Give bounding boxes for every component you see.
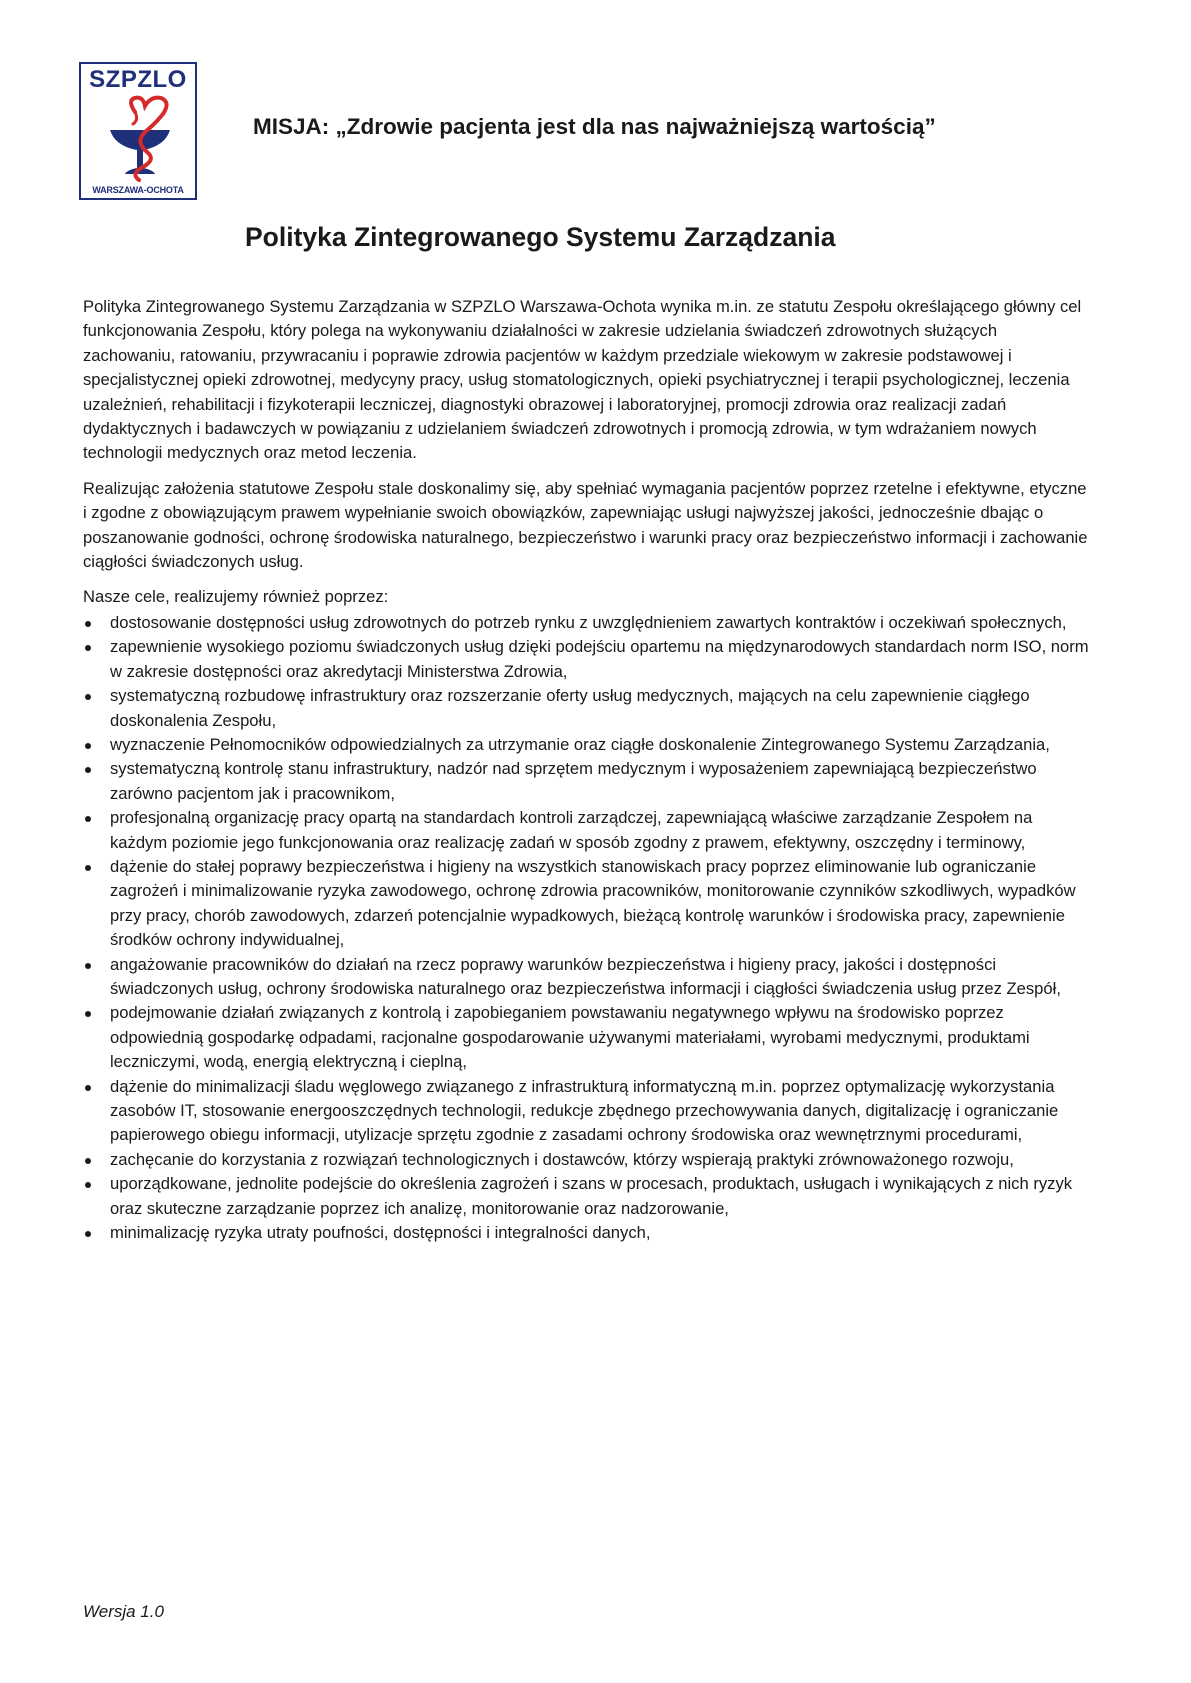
intro-paragraph: Polityka Zintegrowanego Systemu Zarządzania w SZPZLO Warszawa-Ochota wynika m.in. ze statutu Zespołu określającego główny cel funkcjonowania Zespołu, który polega na wykonywaniu działalności w zakresie udzielania świadczeń zdrowotnych służących zachowaniu, ratowaniu, przywracaniu i poprawie zdrowia pacjentów w każdym przedziale wiekowym w zakresie podstawowej i specjalistycznej opieki zdrowotnej, medycyny pracy, usług stomatologicznych, opieki psychiatrycznej i terapii psychologicznej, leczenia uzależnień, rehabilitacji i fizykoterapii leczniczej, diagnostyki obrazowej i laboratoryjnej, promocji zdrowia oraz realizacji zadań dydaktycznych i badawczych w powiązaniu z udzielaniem świadczeń zdrowotnych i promocją zdrowia, w tym wdrażaniem nowych technologii medycznych oraz metod leczenia. <box>83 297 1082 463</box>
bullet-icon <box>85 694 91 700</box>
list-item: zachęcanie do korzystania z rozwiązań technologicznych i dostawców, którzy wspierają praktyki zrównoważonego rozwoju, <box>83 1148 1093 1172</box>
bullet-icon <box>85 963 91 969</box>
bullet-icon <box>85 645 91 651</box>
bullet-icon <box>85 1231 91 1237</box>
list-item: wyznaczenie Pełnomocników odpowiedzialnych za utrzymanie oraz ciągłe doskonalenie Zintegrowanego Systemu Zarządzania, <box>83 733 1093 757</box>
statute-paragraph: Realizując założenia statutowe Zespołu stale doskonalimy się, aby spełniać wymagania pacjentów poprzez rzetelne i efektywne, etyczne i zgodne z obowiązującym prawem wypełnianie swoich obowiązków, zapewniając usługi najwyższej jakości, jednocześnie dbając o poszanowanie godności, ochronę środowiska naturalnego, bezpieczeństwo i warunki pracy oraz bezpieczeństwo informacji i zachowanie ciągłości świadczonych usług. <box>83 478 1088 572</box>
list-item: profesjonalną organizację pracy opartą na standardach kontroli zarządczej, zapewniającą właściwe zarządzanie Zespołem na każdym poziomie jego funkcjonowania oraz realizację zadań w sposób zgodny z prawem, efektywny, oszczędny i terminowy, <box>83 806 1093 855</box>
list-item: systematyczną kontrolę stanu infrastruktury, nadzór nad sprzętem medycznym i wyposażeniem zapewniającą bezpieczeństwo zarówno pacjentom jak i pracownikom, <box>83 757 1093 806</box>
list-item: angażowanie pracowników do działań na rzecz poprawy warunków bezpieczeństwa i higieny pracy, jakości i dostępności świadczonych usług, ochrony środowiska naturalnego oraz bezpieczeństwa informacji i ciągłości świadczenia usług przez Zespół, <box>83 953 1093 1002</box>
list-item: podejmowanie działań związanych z kontrolą i zapobieganiem powstawaniu negatywnego wpływu na środowisko poprzez odpowiednią gospodarkę odpadami, racjonalne gospodarowanie używanymi materiałami, wyrobami medycznymi, produktami leczniczymi, wodą, energią elektryczną i cieplną, <box>83 1001 1093 1074</box>
bullet-icon <box>85 816 91 822</box>
list-item: uporządkowane, jednolite podejście do określenia zagrożeń i szans w procesach, produktach, usługach i wynikających z nich ryzyk oraz skuteczne zarządzanie poprzez ich analizę, monitorowanie oraz nadzorowanie, <box>83 1172 1093 1221</box>
list-item: zapewnienie wysokiego poziomu świadczonych usług dzięki podejściu opartemu na międzynarodowych standardach norm ISO, norm w zakresie dostępności oraz akredytacji Ministerstwa Zdrowia, <box>83 635 1093 684</box>
list-item: dostosowanie dostępności usług zdrowotnych do potrzeb rynku z uwzględnieniem zawartych kontraktów i oczekiwań społecznych, <box>83 611 1093 635</box>
logo-title: SZPZLO <box>89 66 187 93</box>
bowl-of-hygieia-icon <box>105 94 175 182</box>
logo-subtitle: WARSZAWA-OCHOTA <box>92 185 184 195</box>
goals-lead: Nasze cele, realizujemy również poprzez: <box>83 587 389 607</box>
document-body <box>83 295 1093 1245</box>
bullet-icon <box>85 743 91 749</box>
bullet-icon <box>85 1011 91 1017</box>
bullet-icon <box>85 865 91 871</box>
document-title: Polityka Zintegrowanego Systemu Zarządzania <box>245 222 836 252</box>
mission-statement: MISJA: „Zdrowie pacjenta jest dla nas najważniejszą wartością” <box>253 114 936 139</box>
organization-logo <box>79 62 197 200</box>
version-label: Wersja 1.0 <box>83 1602 164 1621</box>
bullet-icon <box>85 1158 91 1164</box>
list-item: minimalizację ryzyka utraty poufności, dostępności i integralności danych, <box>83 1221 1093 1245</box>
bullet-icon <box>85 621 91 627</box>
list-item: systematyczną rozbudowę infrastruktury oraz rozszerzanie oferty usług medycznych, mających na celu zapewnienie ciągłego doskonalenia Zespołu, <box>83 684 1093 733</box>
bullet-icon <box>85 1085 91 1091</box>
bullet-icon <box>85 1182 91 1188</box>
goals-list <box>83 611 1093 1246</box>
list-item: dążenie do minimalizacji śladu węglowego związanego z infrastrukturą informatyczną m.in. poprzez optymalizację wykorzystania zasobów IT, stosowanie energooszczędnych technologii, redukcje zbędnego przechowywania danych, digitalizację i ograniczanie papierowego obiegu informacji, utylizacje sprzętu zgodnie z zasadami ochrony środowiska oraz wewnętrznymi procedurami, <box>83 1075 1093 1148</box>
list-item: dążenie do stałej poprawy bezpieczeństwa i higieny na wszystkich stanowiskach pracy poprzez eliminowanie lub ograniczanie zagrożeń i minimalizowanie ryzyka zawodowego, ochronę zdrowia pracowników, monitorowanie czynników szkodliwych, wypadków przy pracy, chorób zawodowych, zdarzeń potencjalnie wypadkowych, bieżącą kontrolę warunków i środowiska pracy, zapewnienie środków ochrony indywidualnej, <box>83 855 1093 953</box>
bullet-icon <box>85 767 91 773</box>
